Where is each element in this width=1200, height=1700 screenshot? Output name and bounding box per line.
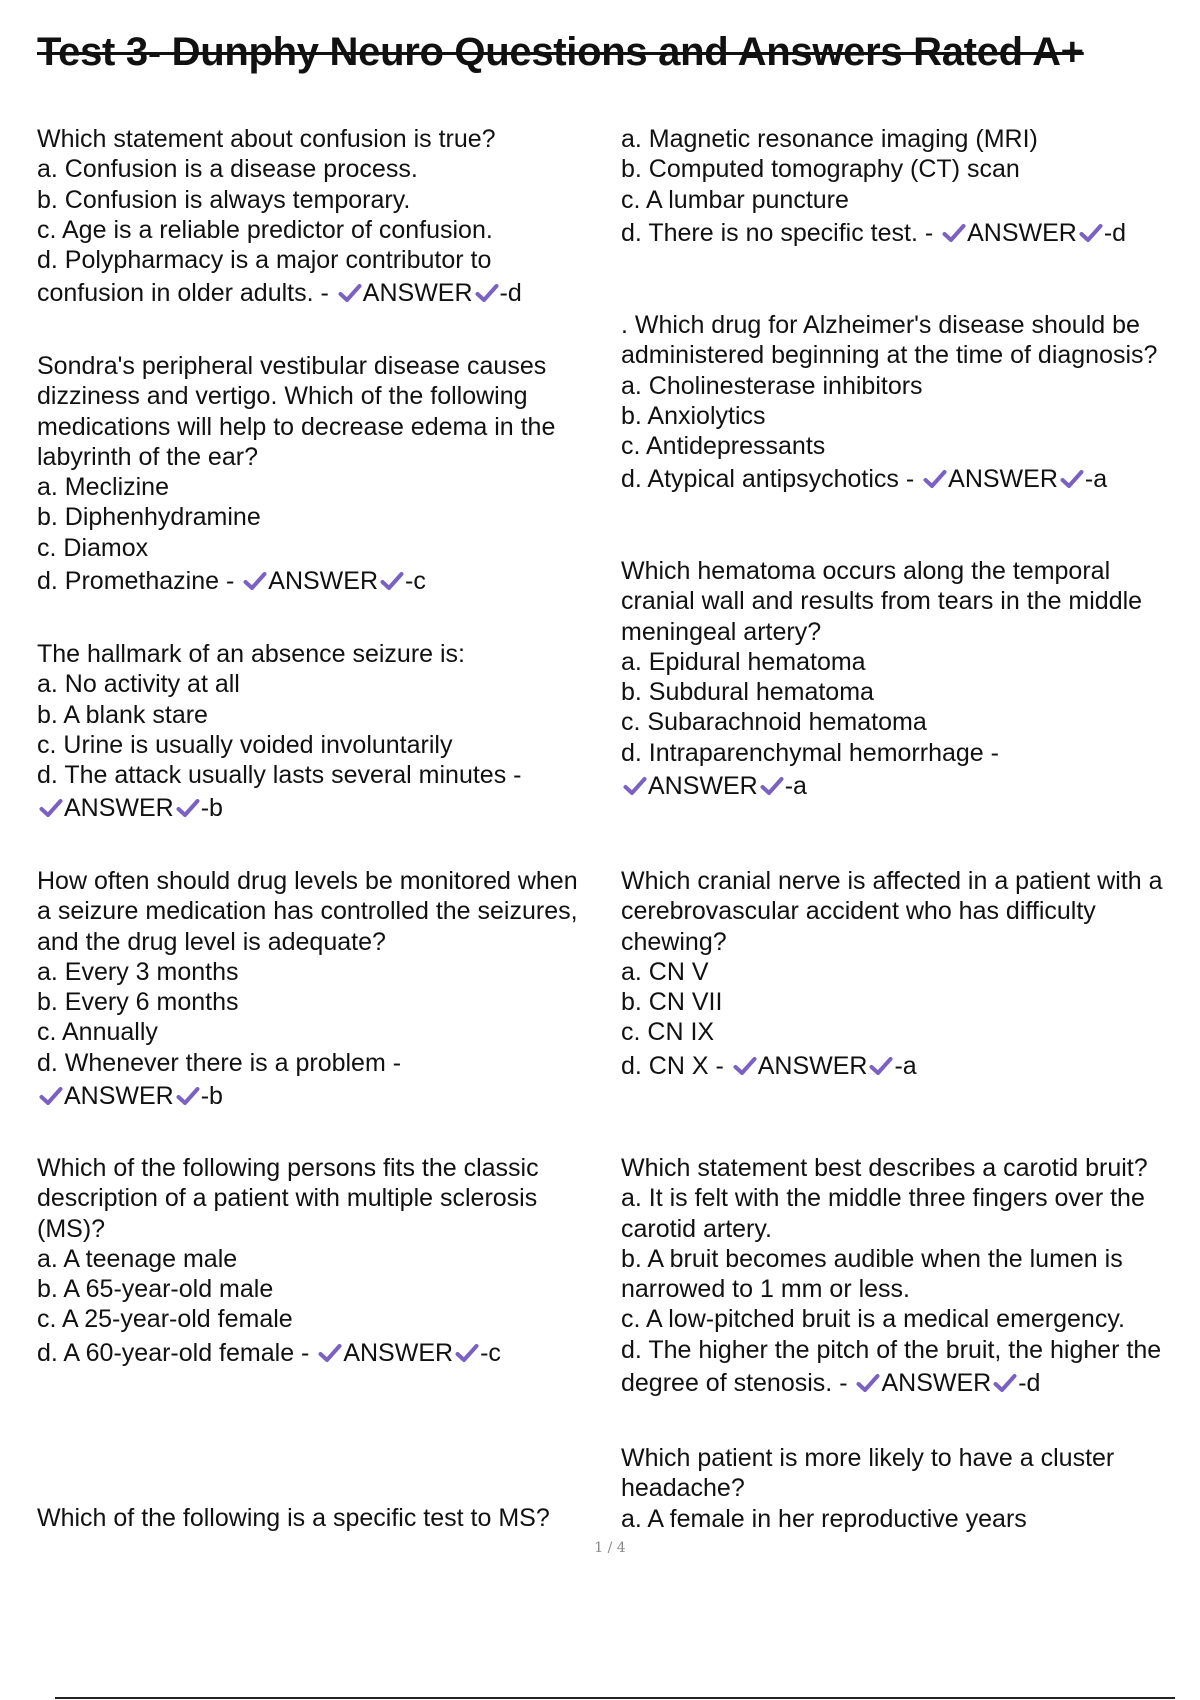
question-block-hematoma [621, 556, 1142, 801]
option-a: a. CN V [621, 957, 709, 986]
question-text: Which of the following is a specific test to MS? [37, 1504, 550, 1532]
answer-line [37, 566, 555, 596]
option-c: c. CN IX [621, 1018, 715, 1047]
question-text-cont: medications will help to decrease edema in the [37, 412, 556, 441]
option-a: a. It is felt with the middle three fingers over the [621, 1184, 1145, 1213]
question-text-cont: meningeal artery? [621, 617, 822, 646]
checkmark-icon [1079, 223, 1103, 243]
answer-prefix: d. CN X - [621, 1051, 724, 1080]
question-text-cont: dizziness and vertigo. Which of the following [37, 382, 528, 411]
checkmark-icon [623, 776, 647, 796]
question-text-cont: administered beginning at the time of diagnosis? [621, 341, 1158, 370]
question-text-cont: headache? [621, 1474, 745, 1503]
option-d: d. Whenever there is a problem - [37, 1048, 402, 1077]
answer-prefix: d. Promethazine - [37, 567, 235, 596]
option-b: b. Anxiolytics [621, 401, 766, 430]
answer-prefix: d. Atypical antipsychotics - [621, 465, 915, 494]
question-block-cranial-nerve [621, 866, 1163, 1081]
checkmark-icon [338, 283, 362, 303]
option-b-cont: narrowed to 1 mm or less. [621, 1275, 910, 1304]
question-text: Which hematoma occurs along the temporal [621, 557, 1111, 585]
answer-label: ANSWER [967, 218, 1077, 247]
question-text-cont: cerebrovascular accident who has difficulty [621, 897, 1096, 926]
question-text-cont: a seizure medication has controlled the seizures, [37, 897, 578, 926]
answer-value: -d [1018, 1369, 1041, 1398]
answer-prefix: confusion in older adults. - [37, 279, 329, 308]
checkmark-icon [993, 1373, 1017, 1393]
checkmark-icon [176, 1086, 200, 1106]
option-b: b. A bruit becomes audible when the lumen is [621, 1244, 1123, 1273]
footer-rule [55, 1697, 1175, 1699]
option-b: b. A blank stare [37, 700, 208, 729]
answer-value: -b [200, 794, 223, 823]
answer-label: ANSWER [362, 279, 473, 308]
option-a: a. A female in her reproductive years [621, 1504, 1027, 1533]
option-a: a. A teenage male [37, 1244, 238, 1273]
option-a: a. Confusion is a disease process. [37, 155, 418, 184]
checkmark-icon [39, 798, 63, 818]
option-a: a. Every 3 months [37, 957, 239, 986]
answer-value: -a [894, 1051, 917, 1080]
question-block-carotid-bruit [621, 1153, 1161, 1398]
answer-prefix: d. A 60-year-old female - [37, 1338, 310, 1367]
answer-label: ANSWER [948, 465, 1058, 494]
answer-line [621, 218, 1126, 248]
question-text-cont: and the drug level is adequate? [37, 927, 386, 956]
option-d: d. The attack usually lasts several minutes - [37, 761, 522, 790]
option-c: c. Urine is usually voided involuntarily [37, 730, 453, 759]
question-block-absence-seizure [37, 639, 521, 824]
option-b: b. A 65-year-old male [37, 1275, 274, 1304]
question-text-cont: description of a patient with multiple sclerosis [37, 1184, 538, 1213]
option-c: c. Age is a reliable predictor of confusion. [37, 215, 493, 244]
question-text: Which statement about confusion is true? [37, 125, 496, 153]
question-block-ms-test [37, 1503, 550, 1533]
option-d: d. The higher the pitch of the bruit, the higher the [621, 1335, 1162, 1364]
question-text: Which statement best describes a carotid bruit? [621, 1154, 1148, 1182]
answer-line [621, 464, 1157, 494]
checkmark-icon [869, 1056, 893, 1076]
question-text-cont: chewing? [621, 927, 727, 956]
checkmark-icon [243, 571, 267, 591]
option-a: a. Meclizine [37, 473, 169, 502]
question-text: How often should drug levels be monitored when [37, 867, 578, 895]
question-text: . Which drug for Alzheimer's disease should be [621, 311, 1140, 339]
option-c: c. A lumbar puncture [621, 185, 849, 214]
question-block-cluster-headache [621, 1443, 1114, 1534]
question-text: Which of the following persons fits the classic [37, 1154, 539, 1182]
question-block-confusion [37, 124, 522, 309]
option-c: c. Antidepressants [621, 432, 826, 461]
answer-value: -c [480, 1338, 501, 1367]
answer-label: ANSWER [64, 1082, 174, 1111]
answer-line [621, 771, 1142, 801]
document-title: Test 3- Dunphy Neuro Questions and Answers Rated A+ [37, 30, 1084, 74]
option-a: a. Epidural hematoma [621, 647, 866, 676]
question-block-ms-test-options [621, 124, 1126, 248]
question-text: Which cranial nerve is affected in a patient with a [621, 867, 1163, 895]
answer-line [37, 278, 522, 308]
option-b: b. Computed tomography (CT) scan [621, 155, 1020, 184]
checkmark-icon [39, 1086, 63, 1106]
answer-label: ANSWER [757, 1051, 868, 1080]
answer-value: -a [1084, 465, 1108, 494]
answer-value: -c [405, 567, 426, 596]
answer-value: -a [784, 772, 807, 801]
checkmark-icon [318, 1343, 342, 1363]
checkmark-icon [760, 776, 784, 796]
answer-value: -d [499, 279, 522, 308]
question-text: Sondra's peripheral vestibular disease causes [37, 352, 547, 380]
answer-line [621, 1368, 1161, 1398]
question-text: Which patient is more likely to have a cluster [621, 1444, 1115, 1472]
option-c: c. Annually [37, 1018, 158, 1047]
answer-label: ANSWER [648, 772, 758, 801]
checkmark-icon [923, 469, 947, 489]
option-b: b. Confusion is always temporary. [37, 185, 411, 214]
option-c: c. A 25-year-old female [37, 1305, 293, 1334]
option-a-cont: carotid artery. [621, 1214, 772, 1243]
answer-prefix: degree of stenosis. - [621, 1369, 848, 1398]
option-a: a. Cholinesterase inhibitors [621, 371, 923, 400]
question-block-alzheimers [621, 310, 1157, 495]
question-text: The hallmark of an absence seizure is: [37, 640, 465, 668]
option-c: c. Subarachnoid hematoma [621, 708, 927, 737]
question-text-cont: labyrinth of the ear? [37, 442, 258, 471]
answer-line [37, 1338, 539, 1368]
checkmark-icon [380, 571, 404, 591]
answer-label: ANSWER [268, 567, 379, 596]
answer-line [37, 1081, 578, 1111]
answer-value: -d [1103, 218, 1127, 247]
option-b: b. Subdural hematoma [621, 678, 874, 707]
page-number: 1 / 4 [594, 1540, 626, 1556]
option-a: a. No activity at all [37, 670, 240, 699]
answer-label: ANSWER [881, 1369, 992, 1398]
answer-line [37, 793, 521, 823]
answer-prefix: d. There is no specific test. - [621, 218, 934, 247]
checkmark-icon [176, 798, 200, 818]
option-d: d. Polypharmacy is a major contributor to [37, 246, 492, 275]
answer-line [621, 1051, 1163, 1081]
question-block-multiple-sclerosis [37, 1153, 539, 1368]
option-b: b. Every 6 months [37, 988, 239, 1017]
option-d: d. Intraparenchymal hemorrhage - [621, 738, 999, 767]
checkmark-icon [1060, 469, 1084, 489]
checkmark-icon [733, 1056, 757, 1076]
answer-label: ANSWER [64, 794, 174, 823]
checkmark-icon [455, 1343, 479, 1363]
checkmark-icon [856, 1373, 880, 1393]
question-text-cont: cranial wall and results from tears in the middle [621, 587, 1143, 616]
question-block-vestibular [37, 351, 555, 596]
question-text-cont: (MS)? [37, 1214, 106, 1243]
checkmark-icon [475, 283, 499, 303]
option-c: c. A low-pitched bruit is a medical emergency. [621, 1305, 1125, 1334]
option-b: b. Diphenhydramine [37, 503, 261, 532]
question-block-drug-levels [37, 866, 578, 1111]
option-c: c. Diamox [37, 533, 149, 562]
answer-value: -b [200, 1082, 223, 1111]
option-a: a. Magnetic resonance imaging (MRI) [621, 125, 1038, 153]
option-b: b. CN VII [621, 988, 723, 1017]
answer-label: ANSWER [343, 1338, 454, 1367]
checkmark-icon [942, 223, 966, 243]
